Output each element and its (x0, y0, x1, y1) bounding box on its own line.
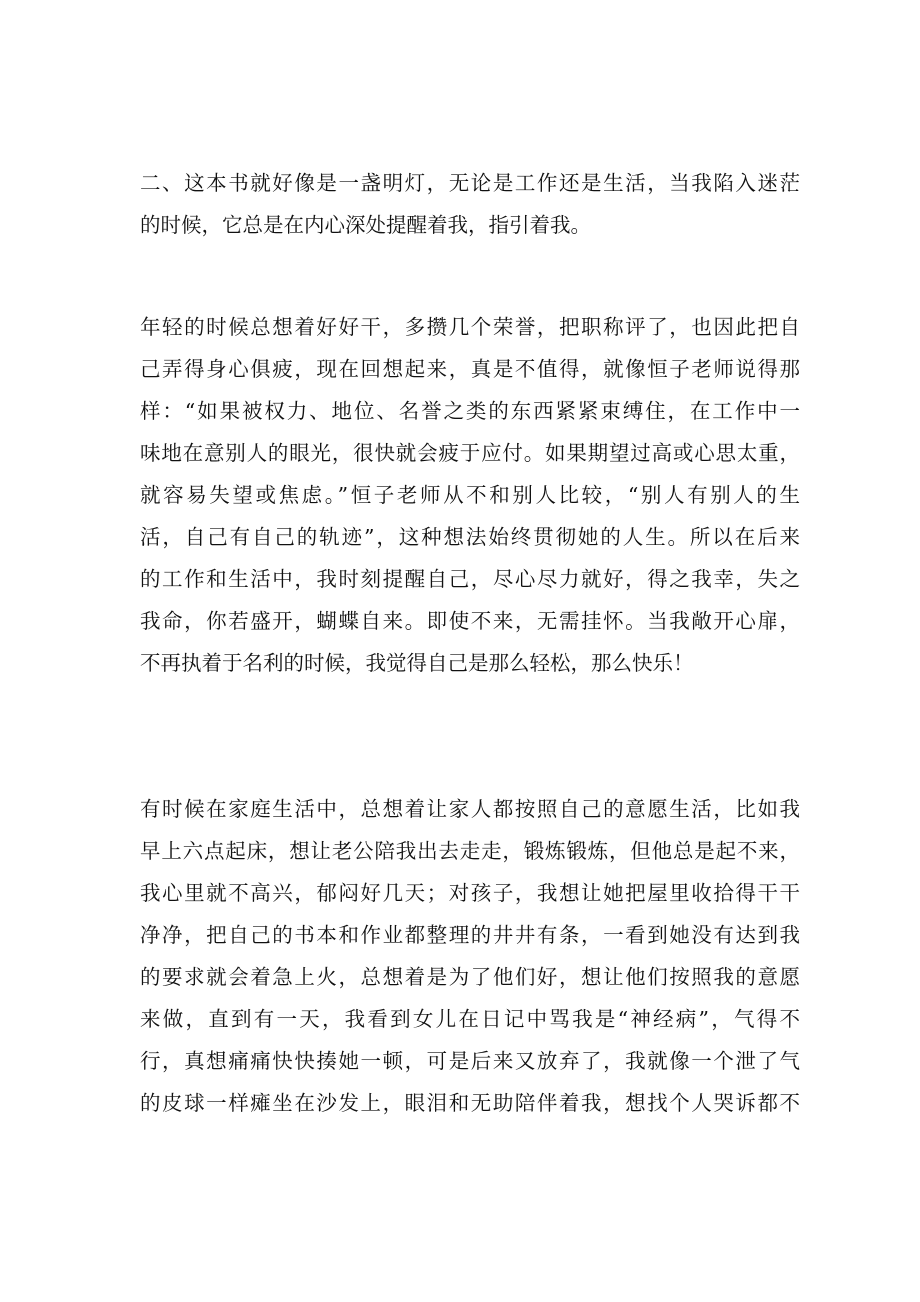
text-line: 的时候，它总是在内心深处提醒着我，指引着我。 (140, 213, 591, 237)
paragraph-2 (140, 306, 800, 684)
text-line: 不再执着于名利的时候，我觉得自己是那么轻松，那么快乐！ (140, 651, 694, 675)
text-line: 样：“如果被权力、地位、名誉之类的东西紧紧束缚住，在工作中一 (140, 399, 800, 423)
text-line: 活，自己有自己的轨迹”，这种想法始终贯彻她的人生。所以在后来 (140, 525, 800, 549)
text-line: 的工作和生活中，我时刻提醒自己，尽心尽力就好，得之我幸，失之 (140, 567, 800, 591)
text-line: 有时候在家庭生活中，总想着让家人都按照自己的意愿生活，比如我 (140, 797, 800, 821)
text-line: 己弄得身心俱疲，现在回想起来，真是不值得，就像恒子老师说得那 (140, 357, 800, 381)
paragraph-3 (140, 788, 800, 1124)
text-line: 的皮球一样瘫坐在沙发上，眼泪和无助陪伴着我，想找个人哭诉都不 (140, 1091, 800, 1115)
paragraph-1 (140, 162, 800, 246)
text-line: 的要求就会着急上火，总想着是为了他们好，想让他们按照我的意愿 (140, 965, 800, 989)
text-line: 早上六点起床，想让老公陪我出去走走，锻炼锻炼，但他总是起不来， (140, 839, 800, 863)
text-line: 年轻的时候总想着好好干，多攒几个荣誉，把职称评了，也因此把自 (140, 315, 800, 339)
text-line: 净净，把自己的书本和作业都整理的井井有条，一看到她没有达到我 (140, 923, 800, 947)
text-line: 来做，直到有一天，我看到女儿在日记中骂我是“神经病”，气得不 (140, 1007, 800, 1031)
text-line: 就容易失望或焦虑。”恒子老师从不和别人比较，“别人有别人的生 (140, 483, 800, 507)
text-line: 二、这本书就好像是一盏明灯，无论是工作还是生活，当我陷入迷茫 (140, 171, 800, 195)
text-line: 味地在意别人的眼光，很快就会疲于应付。如果期望过高或心思太重， (140, 441, 800, 465)
text-line: 我心里就不高兴，郁闷好几天；对孩子，我想让她把屋里收拾得干干 (140, 881, 800, 905)
text-line: 我命，你若盛开，蝴蝶自来。即使不来，无需挂怀。当我敞开心扉， (140, 609, 800, 633)
text-line: 行，真想痛痛快快揍她一顿，可是后来又放弃了，我就像一个泄了气 (140, 1049, 800, 1073)
